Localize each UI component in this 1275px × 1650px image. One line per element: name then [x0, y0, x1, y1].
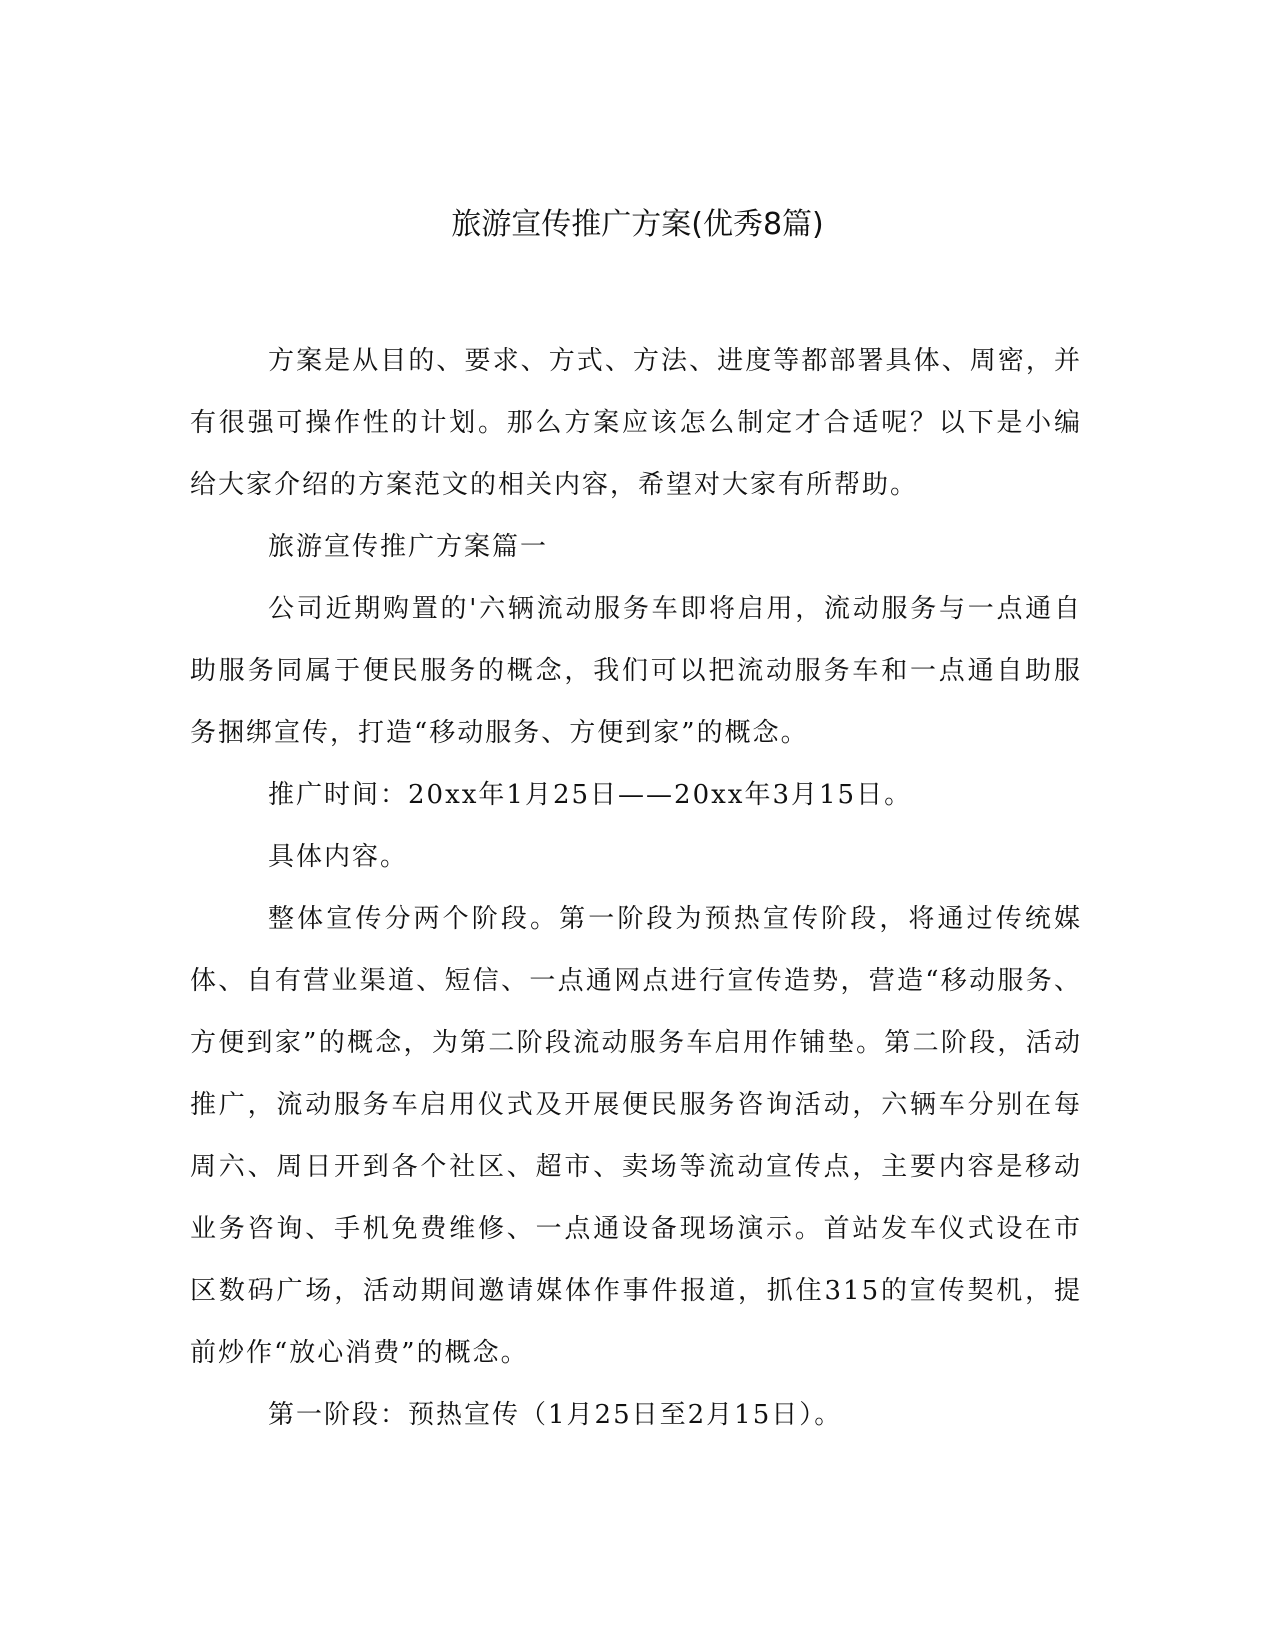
specific-content-heading: 具体内容。	[268, 842, 409, 872]
overall-plan-paragraph: 整体宣传分两个阶段。第一阶段为预热宣传阶段，将通过传统媒体、自有营业渠道、短信、一点通网点进行宣传造势，营造“移动服务、方便到家”的概念，为第二阶段流动服务车启用作铺垫。第二阶段，活动推广，流动服务车启用仪式及开展便民服务咨询活动，六辆车分别在每周六、周日开到各个社区、超市、卖场等流动宣传点，主要内容是移动业务咨询、手机免费维修、一点通设备现场演示。首站发车仪式设在市区数码广场，活动期间邀请媒体作事件报道，抓住315的宣传契机，提前炒作“放心消费”的概念。	[190, 904, 1082, 1368]
section-heading-part-one: 旅游宣传推广方案篇一	[268, 532, 549, 562]
intro-paragraph: 方案是从目的、要求、方式、方法、进度等都部署具体、周密，并有很强可操作性的计划。那么方案应该怎么制定才合适呢？以下是小编给大家介绍的方案范文的相关内容，希望对大家有所帮助。	[190, 346, 1082, 500]
document-body	[190, 330, 1082, 1446]
document-title: 旅游宣传推广方案(优秀8篇)	[451, 207, 824, 242]
service-vehicle-paragraph: 公司近期购置的'六辆流动服务车即将启用，流动服务与一点通自助服务同属于便民服务的概念，我们可以把流动服务车和一点通自助服务捆绑宣传，打造“移动服务、方便到家”的概念。	[190, 594, 1082, 748]
promotion-time-paragraph: 推广时间：20xx年1月25日——20xx年3月15日。	[268, 780, 913, 810]
phase-one-heading: 第一阶段：预热宣传（1月25日至2月15日）。	[268, 1400, 843, 1430]
